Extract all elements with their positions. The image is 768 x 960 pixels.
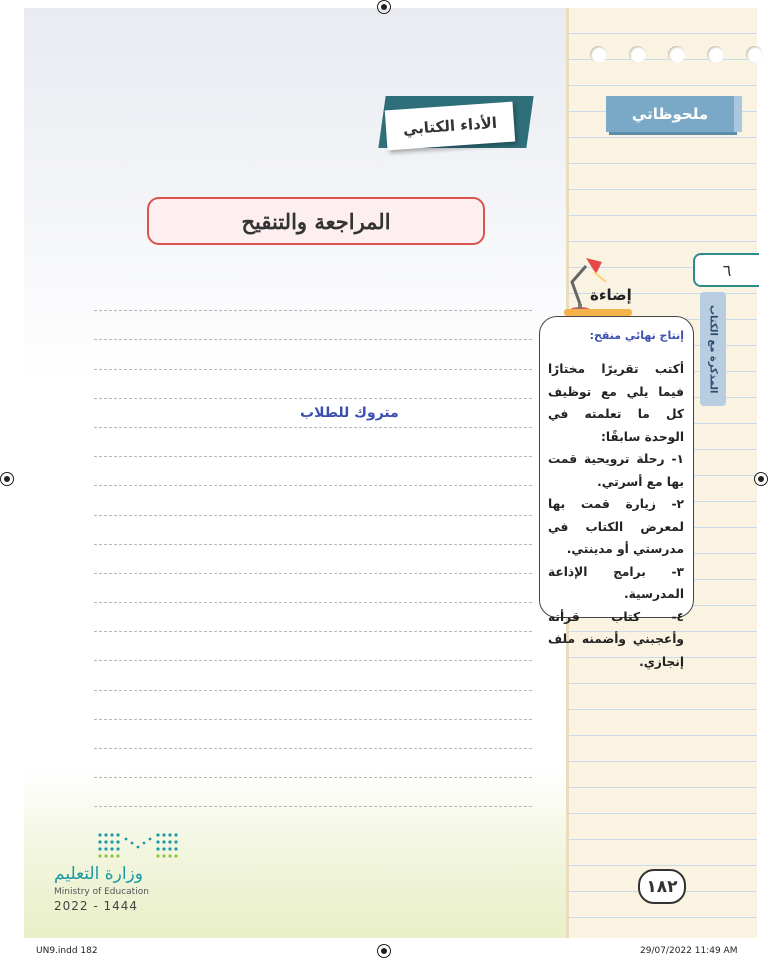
tip-item: ٣- برامج الإذاعة المدرسية. xyxy=(548,564,684,601)
writing-line xyxy=(94,282,532,311)
binder-hole xyxy=(590,46,607,63)
writing-line xyxy=(94,545,532,574)
page-number: ١٨٢ xyxy=(638,869,686,904)
writing-line xyxy=(94,486,532,515)
tip-paragraph: أكتب تقريرًا مختارًا فيما يلي مع توظيف كل ما تعلمته في الوحدة سابقًا: xyxy=(548,362,684,444)
writing-line xyxy=(94,720,532,749)
writing-line xyxy=(94,691,532,720)
tip-item: ٤- كتاب قرأته وأعجبني وأضمنه ملف إنجازي. xyxy=(548,609,684,669)
writing-line xyxy=(94,311,532,340)
writing-line xyxy=(94,457,532,486)
tip-item: ١- رحلة ترويحية قمت بها مع أسرتي. xyxy=(548,452,684,489)
idaa-label: إضاءة xyxy=(590,286,632,304)
writing-line xyxy=(94,516,532,545)
section-banner xyxy=(382,96,530,148)
binder-hole xyxy=(707,46,724,63)
writing-line xyxy=(94,428,532,457)
tip-text xyxy=(548,358,684,673)
registration-mark-left xyxy=(0,472,14,486)
tip-heading: إنتاج نهائي منقح: xyxy=(589,329,684,342)
desk-lamp-icon xyxy=(566,252,610,314)
print-slug-date: 29/07/2022 11:49 AM xyxy=(640,946,738,956)
print-slug-file: UN9.indd 182 xyxy=(36,946,98,956)
ministry-name-en: Ministry of Education xyxy=(54,887,149,897)
page-title: المراجعة والتنقيح xyxy=(147,197,485,245)
ministry-years: 2022 - 1444 xyxy=(54,899,139,913)
binder-hole xyxy=(629,46,646,63)
ministry-name-ar: وزارة التعليم xyxy=(54,864,143,884)
writing-line xyxy=(94,749,532,778)
notes-tab: ملحوظاتي xyxy=(606,96,734,132)
section-banner-label: الأداء الكتابي xyxy=(385,102,515,151)
binder-hole xyxy=(746,46,763,63)
side-tag: المذكرة مع الكتاب xyxy=(700,292,726,406)
writing-line xyxy=(94,661,532,690)
writing-line xyxy=(94,778,532,807)
writing-line xyxy=(94,603,532,632)
registration-mark-right xyxy=(754,472,768,486)
tip-item: ٢- زيارة قمت بها لمعرض الكتاب في مدرستي أو مدينتي. xyxy=(548,497,684,556)
registration-mark-top xyxy=(377,0,391,14)
writing-line xyxy=(94,632,532,661)
registration-mark-bottom xyxy=(377,944,391,958)
writing-line xyxy=(94,340,532,369)
left-note: متروك للطلاب xyxy=(300,405,399,421)
writing-area[interactable] xyxy=(94,282,532,807)
binder-hole xyxy=(668,46,685,63)
idaa-underline xyxy=(564,309,632,316)
writing-line xyxy=(94,370,532,399)
writing-line xyxy=(94,574,532,603)
lesson-number-box: ٦ xyxy=(693,253,759,287)
binder-holes xyxy=(590,46,763,63)
ministry-logo-icon xyxy=(96,831,180,859)
